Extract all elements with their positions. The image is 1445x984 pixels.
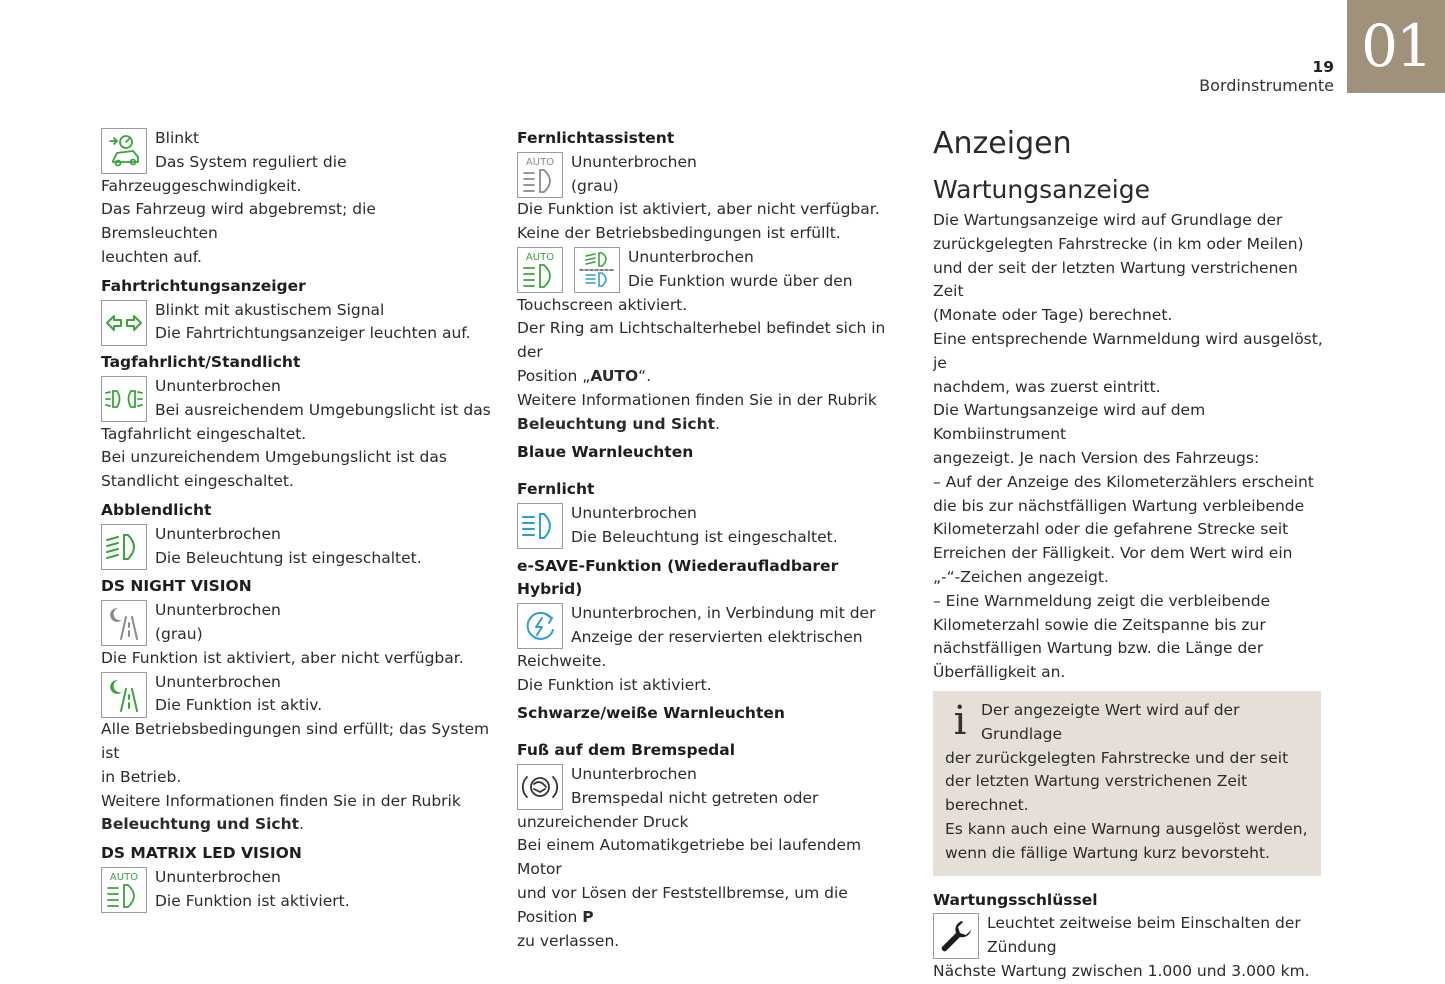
- high-beam-entry: [517, 478, 907, 549]
- brake-line-1: Ununterbrochen: [571, 764, 697, 783]
- hba-a-line-4: Keine der Betriebsbedingungen ist erfüllt.: [517, 224, 841, 243]
- night-vision-a-line-1: Ununterbrochen: [155, 601, 281, 620]
- service-key-line-3: Nächste Wartung zwischen 1.000 und 3.000 km.: [933, 961, 1310, 980]
- hba-b-line-6: Weitere Informationen finden Sie in der Rubrik: [517, 390, 877, 409]
- info-note: [933, 691, 1321, 876]
- low-beam-icon: [101, 524, 147, 570]
- high-beam-assist-heading: Fernlichtassistent: [517, 129, 675, 147]
- low-beam-line-2: Die Beleuchtung ist eingeschaltet.: [155, 548, 422, 567]
- service-key-heading: Wartungsschlüssel: [933, 890, 1098, 909]
- esave-line-3: Reichweite.: [517, 651, 607, 670]
- night-vision-b-line-6: [101, 813, 491, 837]
- matrix-line-1: Ununterbrochen: [155, 867, 281, 886]
- brake-line-5: [517, 882, 907, 930]
- note-line-2: der zurückgelegten Fahrstrecke und der seit: [945, 748, 1289, 767]
- night-vision-b-line-4: in Betrieb.: [101, 767, 182, 786]
- wrench-icon: [933, 913, 979, 959]
- body-line: und der seit der letzten Wartung verstrichenen Zeit: [933, 258, 1298, 301]
- brake-line-6: zu verlassen.: [517, 931, 620, 950]
- body-line: Eine entsprechende Warnmeldung wird ausgelöst, je: [933, 329, 1323, 372]
- hba-b-line-1: Ununterbrochen: [628, 247, 754, 266]
- column-3: [933, 127, 1323, 984]
- note-line-1: Der angezeigte Wert wird auf der Grundlage: [981, 700, 1240, 743]
- daylight-icon: [101, 376, 147, 422]
- lighting-visibility-link: Beleuchtung und Sicht: [101, 815, 300, 834]
- text: Position „: [517, 366, 591, 385]
- esave-entry: [517, 555, 907, 698]
- daylight-line-4: Bei unzureichendem Umgebungslicht ist das: [101, 448, 447, 467]
- brake-pedal-entry: [517, 739, 907, 953]
- night-vision-a-line-3: Die Funktion ist aktiviert, aber nicht verfügbar.: [101, 648, 464, 667]
- cruise-control-icon: [101, 128, 147, 174]
- svg-text:AUTO: AUTO: [525, 251, 555, 263]
- high-beam-heading: Fernlicht: [517, 480, 595, 499]
- column-2: [517, 127, 907, 953]
- blue-lights-heading: Blaue Warnleuchten: [517, 443, 694, 462]
- body-line: Kilometerzahl oder die gefahrene Strecke seit: [933, 520, 1289, 539]
- hba-b-line-5: [517, 365, 907, 389]
- auto-headlight-grey-icon: [517, 152, 563, 198]
- esave-line-1: Ununterbrochen, in Verbindung mit der: [571, 604, 876, 623]
- body-line: Die Wartungsanzeige wird auf dem Kombiinstrument: [933, 401, 1206, 444]
- blink-line-3: Fahrzeuggeschwindigkeit.: [101, 176, 302, 195]
- info-icon: i: [953, 697, 967, 744]
- night-vision-b-line-5: Weitere Informationen finden Sie in der Rubrik: [101, 791, 461, 810]
- service-indicator-body: [933, 209, 1323, 685]
- high-beam-assist-entry: [517, 127, 907, 436]
- section-title: Bordinstrumente: [1199, 76, 1334, 95]
- daylight-line-1: Ununterbrochen: [155, 376, 281, 395]
- high-beam-icon: [517, 503, 563, 549]
- svg-text:AUTO: AUTO: [109, 871, 139, 883]
- blink-line-5: leuchten auf.: [101, 247, 202, 266]
- turn-arrows-icon: [101, 300, 147, 346]
- body-line: – Auf der Anzeige des Kilometerzählers erscheint: [933, 472, 1314, 491]
- blink-line-2: Das System reguliert die: [155, 152, 347, 171]
- svg-text:AUTO: AUTO: [525, 156, 555, 168]
- night-vision-a-line-2: (grau): [155, 624, 203, 643]
- body-line: Überfälligkeit an.: [933, 663, 1066, 682]
- night-vision-grey-icon: [101, 600, 147, 646]
- period: .: [715, 414, 720, 433]
- night-vision-b-line-1: Ununterbrochen: [155, 672, 281, 691]
- daylight-line-3: Tagfahrlicht eingeschaltet.: [101, 424, 307, 443]
- blink-entry: [101, 127, 491, 270]
- low-beam-entry: [101, 499, 491, 570]
- auto-label: AUTO: [590, 366, 639, 385]
- hba-b-line-3: Touchscreen aktiviert.: [517, 295, 688, 314]
- brake-pedal-icon: [517, 764, 563, 810]
- blink-line-4: Das Fahrzeug wird abgebremst; die Bremsleuchten: [101, 200, 376, 243]
- note-line-5: wenn die fällige Wartung kurz bevorsteht.: [945, 843, 1270, 862]
- night-vision-heading: DS NIGHT VISION: [101, 577, 252, 596]
- hba-a-line-3: Die Funktion ist aktiviert, aber nicht verfügbar.: [517, 200, 880, 219]
- brake-line-4: Bei einem Automatikgetriebe bei laufendem Motor: [517, 836, 862, 879]
- night-vision-entry: [101, 575, 491, 837]
- gear-p-label: P: [582, 907, 594, 926]
- auto-headlight-green-icon: [101, 867, 147, 913]
- turn-indicator-entry: [101, 275, 491, 346]
- blink-line-1: Blinkt: [155, 129, 200, 147]
- low-beam-line-1: Ununterbrochen: [155, 524, 281, 543]
- body-line: nachdem, was zuerst eintritt.: [933, 377, 1161, 396]
- night-vision-b-line-3: Alle Betriebsbedingungen sind erfüllt; das System ist: [101, 720, 490, 762]
- low-beam-heading: Abblendlicht: [101, 500, 212, 519]
- night-vision-green-icon: [101, 672, 147, 718]
- brake-pedal-heading: Fuß auf dem Bremspedal: [517, 741, 736, 760]
- chapter-heading: Anzeigen: [933, 126, 1072, 161]
- esave-heading: e-SAVE-Funktion (Wiederaufladbarer Hybrid): [517, 556, 839, 599]
- page-number: 19: [1312, 58, 1334, 76]
- hba-a-line-1: Ununterbrochen: [571, 152, 697, 171]
- hba-a-line-2: (grau): [571, 176, 619, 195]
- service-key-line-1: Leuchtet zeitweise beim Einschalten der: [987, 914, 1301, 933]
- esave-icon: [517, 603, 563, 649]
- service-key-entry: [933, 889, 1323, 984]
- period: .: [299, 815, 304, 834]
- service-indicator-heading: Wartungsanzeige: [933, 175, 1150, 204]
- lighting-visibility-link: Beleuchtung und Sicht: [517, 414, 716, 433]
- turn-line-2: Die Fahrtrichtungsanzeiger leuchten auf.: [155, 324, 471, 343]
- text: und vor Lösen der Feststellbremse, um die Position: [517, 883, 848, 926]
- body-line: – Eine Warnmeldung zeigt die verbleibende: [933, 591, 1271, 610]
- brake-line-2: Bremspedal nicht getreten oder: [571, 788, 819, 807]
- text: “.: [638, 366, 652, 385]
- body-line: die bis zur nächstfälligen Wartung verbleibende: [933, 496, 1305, 515]
- matrix-led-heading: DS MATRIX LED VISION: [101, 844, 302, 863]
- body-line: Erreichen der Fälligkeit. Vor dem Wert wird ein: [933, 544, 1293, 563]
- daylight-line-2: Bei ausreichendem Umgebungslicht ist das: [155, 400, 491, 419]
- body-line: Die Wartungsanzeige wird auf Grundlage der: [933, 211, 1283, 229]
- auto-headlight-green-icon: [517, 247, 563, 293]
- column-1: [101, 127, 491, 914]
- high-low-beam-switch-icon: [574, 247, 620, 293]
- high-beam-line-1: Ununterbrochen: [571, 503, 697, 522]
- daylight-heading: Tagfahrlicht/Standlicht: [101, 353, 301, 372]
- body-line: (Monate oder Tage) berechnet.: [933, 306, 1173, 325]
- matrix-line-2: Die Funktion ist aktiviert.: [155, 891, 350, 910]
- night-vision-b-line-2: Die Funktion ist aktiv.: [155, 696, 323, 715]
- note-line-4: Es kann auch eine Warnung ausgelöst werden,: [945, 819, 1308, 838]
- hba-b-line-7: [517, 413, 907, 437]
- turn-line-1: Blinkt mit akustischem Signal: [155, 300, 385, 319]
- esave-line-4: Die Funktion ist aktiviert.: [517, 675, 712, 694]
- daylight-line-5: Standlicht eingeschaltet.: [101, 472, 294, 491]
- hba-active-icons: [517, 247, 620, 293]
- esave-line-2: Anzeige der reservierten elektrischen: [571, 627, 863, 646]
- body-line: nächstfälligen Wartung bzw. die Länge der: [933, 639, 1264, 658]
- hba-b-line-4: Der Ring am Lichtschalterhebel befindet sich in der: [517, 319, 886, 362]
- body-line: Kilometerzahl sowie die Zeitspanne bis zur: [933, 615, 1266, 634]
- chapter-tab: 01: [1347, 0, 1445, 93]
- hba-b-line-2: Die Funktion wurde über den: [628, 271, 853, 290]
- black-white-lights-heading: Schwarze/weiße Warnleuchten: [517, 704, 785, 723]
- daylight-entry: [101, 351, 491, 494]
- matrix-led-entry: [101, 842, 491, 913]
- body-line: zurückgelegten Fahrstrecke (in km oder Meilen): [933, 234, 1304, 253]
- turn-indicator-heading: Fahrtrichtungsanzeiger: [101, 276, 306, 295]
- body-line: angezeigt. Je nach Version des Fahrzeugs:: [933, 448, 1260, 467]
- body-line: „-“-Zeichen angezeigt.: [933, 567, 1109, 586]
- note-line-3: der letzten Wartung verstrichenen Zeit berechnet.: [945, 772, 1248, 815]
- service-key-line-2: Zündung: [987, 938, 1057, 957]
- brake-line-3: unzureichender Druck: [517, 812, 689, 831]
- high-beam-line-2: Die Beleuchtung ist eingeschaltet.: [571, 527, 838, 546]
